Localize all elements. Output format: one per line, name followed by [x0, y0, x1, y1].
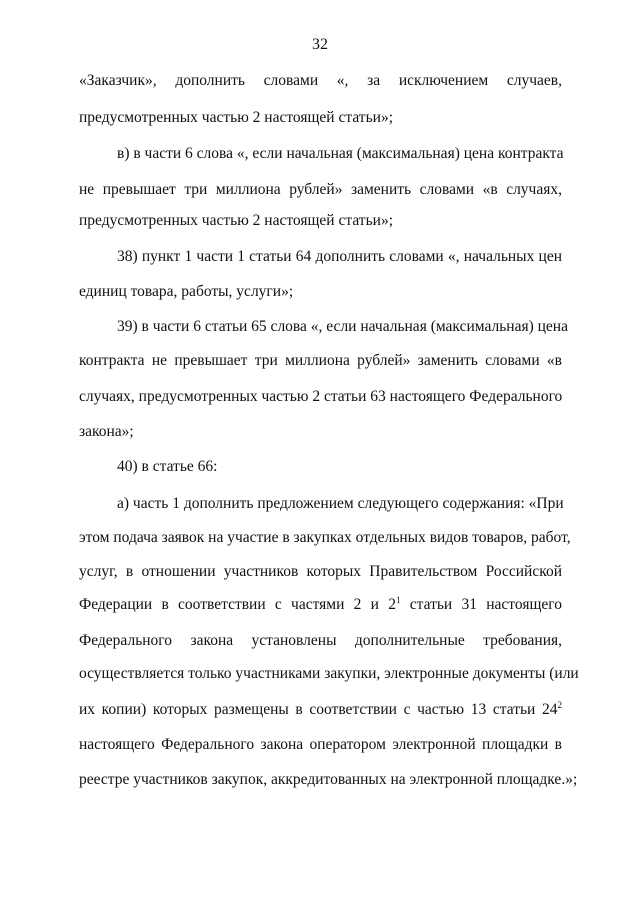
text-line: не превышает три миллиона рублей» заменить словами «в случаях,: [79, 181, 562, 198]
page-number: 32: [312, 36, 328, 53]
text-line: в) в части 6 слова «, если начальная (максимальная) цена контракта: [117, 145, 564, 162]
text-line: 40) в статье 66:: [117, 458, 218, 475]
text-line-copies: [79, 701, 562, 719]
text-line: реестре участников закупок, аккредитованных на электронной площадке.»;: [79, 771, 578, 788]
text-fragment: статьи 31 настоящего: [400, 596, 562, 613]
text-line: случаях, предусмотренных частью 2 статьи 63 настоящего Федерального: [79, 388, 563, 405]
text-line: 39) в части 6 статьи 65 слова «, если начальная (максимальная) цена: [117, 318, 568, 335]
text-line: предусмотренных частью 2 настоящей статьи»;: [79, 109, 393, 126]
text-line: 38) пункт 1 части 1 статьи 64 дополнить словами «, начальных цен: [117, 248, 562, 265]
text-line: закона»;: [79, 423, 134, 440]
text-fragment: Федерации в соответствии с частями 2 и 2: [79, 596, 396, 613]
text-line: а) часть 1 дополнить предложением следующего содержания: «При: [117, 495, 564, 512]
text-line: настоящего Федерального закона оператором электронной площадки в: [79, 736, 562, 753]
superscript: 1: [396, 594, 401, 605]
text-line: этом подача заявок на участие в закупках отдельных видов товаров, работ,: [79, 529, 571, 546]
text-line: предусмотренных частью 2 настоящей статьи»;: [79, 212, 393, 229]
text-line: единиц товара, работы, услуги»;: [79, 283, 294, 300]
text-line: «Заказчик», дополнить словами «, за исключением случаев,: [79, 72, 562, 89]
text-line: услуг, в отношении участников которых Правительством Российской: [79, 563, 562, 580]
text-line: осуществляется только участниками закупки, электронные документы (или: [79, 665, 579, 682]
superscript: 2: [557, 699, 562, 710]
text-fragment: их копии) которых размещены в соответствии с частью 13 статьи 24: [79, 701, 558, 718]
text-line: контракта не превышает три миллиона рублей» заменить словами «в: [79, 352, 562, 369]
text-line: Федерального закона установлены дополнительные требования,: [79, 632, 562, 649]
text-line-federation: [79, 596, 562, 614]
